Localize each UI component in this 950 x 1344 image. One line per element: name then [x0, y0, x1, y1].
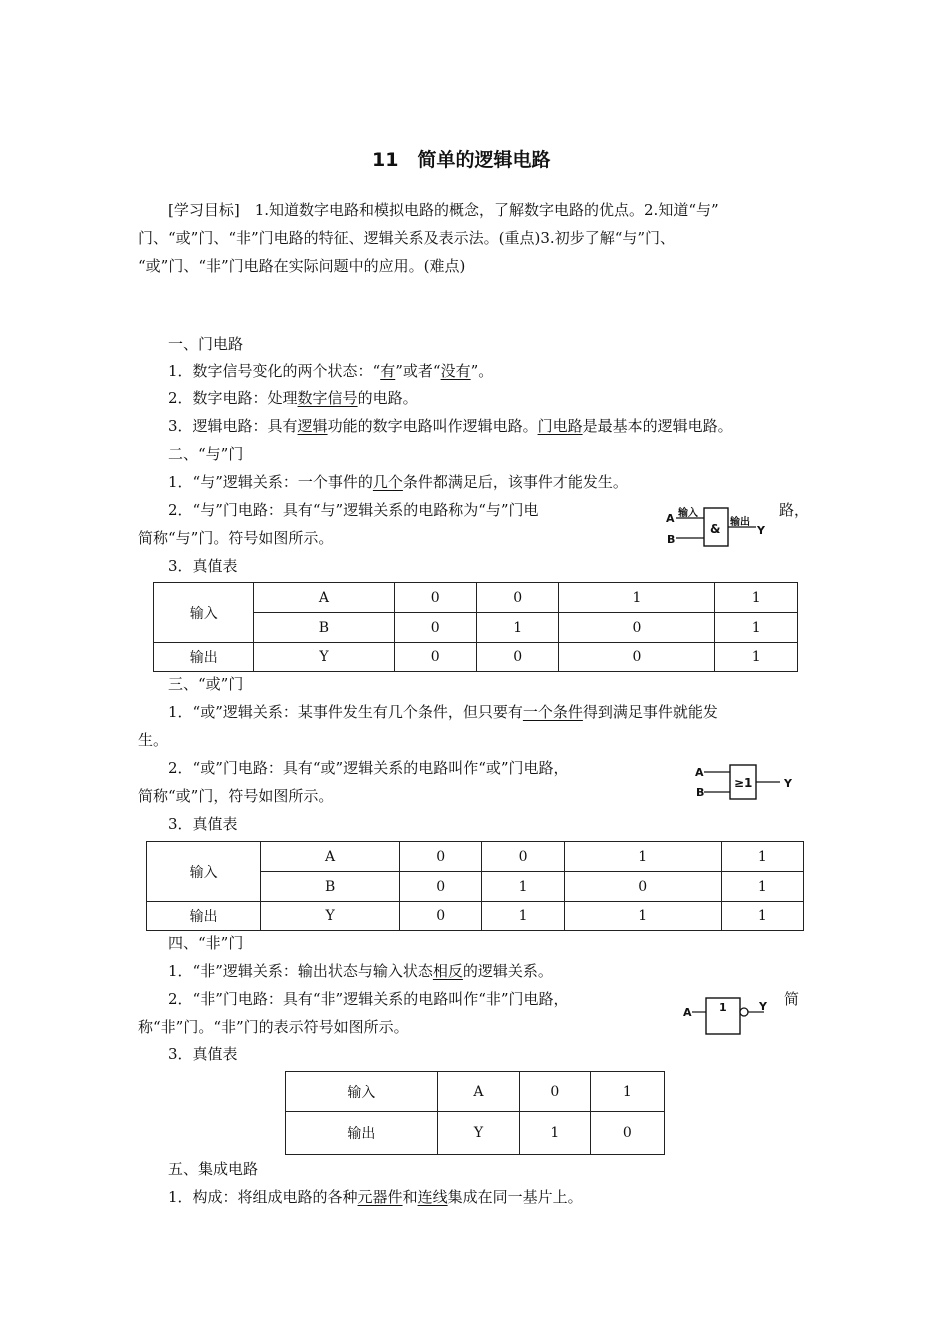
section-heading-integrated-circuit: 五、集成电路 — [168, 1160, 259, 1178]
section-heading-and-gate: 二、“与”门 — [168, 445, 244, 463]
and-truth-table: 输入 A 0 0 1 1 B 0 1 0 1 输出 Y 0 0 0 1 — [153, 582, 798, 672]
and-symbol: & — [710, 522, 721, 536]
or-symbol: ≥1 — [734, 776, 753, 790]
gate-output-y-label: Y — [784, 777, 792, 790]
and-gate-symbol — [664, 503, 774, 549]
not-gate-symbol — [680, 994, 772, 1038]
objectives-line-1: [学习目标] 1.知道数字电路和模拟电路的概念，了解数字电路的优点。2.知道“与” — [168, 201, 719, 219]
paragraph: 2．数字电路：处理数字信号的电路。 — [168, 389, 418, 407]
gate-input-a-label: A — [683, 1006, 692, 1019]
not-symbol: 1 — [719, 1001, 727, 1014]
paragraph: 3．逻辑电路：具有逻辑功能的数字电路叫作逻辑电路。门电路是最基本的逻辑电路。 — [168, 417, 733, 435]
paragraph: 1．“或”逻辑关系：某事件发生有几个条件，但只要有一个条件得到满足事件就能发 — [168, 703, 718, 721]
objectives-line-3: “或”门、“非”门电路在实际问题中的应用。(难点) — [138, 257, 466, 275]
gate-input-caption: 输入 — [678, 508, 698, 519]
gate-input-b-label: B — [667, 533, 676, 546]
paragraph: 简称“或”门，符号如图所示。 — [138, 787, 334, 805]
table-input-header: 输入 — [147, 842, 261, 902]
paragraph: 2．“非”门电路：具有“非”逻辑关系的电路叫作“非”门电路， — [168, 990, 569, 1008]
table-input-header: 输入 — [154, 583, 254, 643]
gate-output-caption: 输出 — [730, 517, 750, 528]
not-truth-table: 输入 A 0 1 输出 Y 1 0 — [285, 1071, 665, 1155]
paragraph: 1．“与”逻辑关系：一个事件的几个条件都满足后，该事件才能发生。 — [168, 473, 628, 491]
truth-table-heading: 3．真值表 — [168, 815, 238, 833]
truth-table-heading: 3．真值表 — [168, 1045, 238, 1063]
paragraph: 1．数字信号变化的两个状态：“有”或者“没有”。 — [168, 362, 494, 380]
paragraph: 生。 — [138, 731, 169, 749]
section-heading-not-gate: 四、“非”门 — [168, 934, 244, 952]
paragraph: 称“非”门。“非”门的表示符号如图所示。 — [138, 1018, 409, 1036]
truth-table-heading: 3．真值表 — [168, 557, 238, 575]
table-output-header: 输出 — [147, 902, 261, 931]
paragraph: 2．“与”门电路：具有“与”逻辑关系的电路称为“与”门电 — [168, 501, 539, 519]
table-output-header: 输出 — [286, 1112, 438, 1155]
paragraph-tail: 路， — [779, 501, 810, 519]
or-gate-symbol — [692, 761, 796, 803]
section-heading-or-gate: 三、“或”门 — [168, 675, 244, 693]
gate-input-a-label: A — [666, 512, 675, 525]
gate-input-b-label: B — [696, 786, 705, 799]
objectives-line-2: 门、“或”门、“非”门电路的特征、逻辑关系及表示法。(重点)3.初步了解“与”门、 — [138, 229, 676, 247]
gate-output-y-label: Y — [759, 1000, 767, 1013]
paragraph-tail: 简 — [784, 990, 800, 1008]
or-truth-table: 输入 A 0 0 1 1 B 0 1 0 1 输出 Y 0 1 1 1 — [146, 841, 804, 931]
paragraph: 1．构成：将组成电路的各种元器件和连线集成在同一基片上。 — [168, 1188, 583, 1206]
table-output-header: 输出 — [154, 643, 254, 672]
gate-output-y-label: Y — [757, 524, 765, 537]
paragraph: 简称“与”门。符号如图所示。 — [138, 529, 334, 547]
table-input-header: 输入 — [286, 1072, 438, 1112]
gate-input-a-label: A — [695, 766, 704, 779]
page-title: 11 简单的逻辑电路 — [372, 149, 551, 171]
paragraph: 2．“或”门电路：具有“或”逻辑关系的电路叫作“或”门电路， — [168, 759, 569, 777]
paragraph: 1．“非”逻辑关系：输出状态与输入状态相反的逻辑关系。 — [168, 962, 553, 980]
section-heading-gate-circuit: 一、门电路 — [168, 335, 244, 353]
